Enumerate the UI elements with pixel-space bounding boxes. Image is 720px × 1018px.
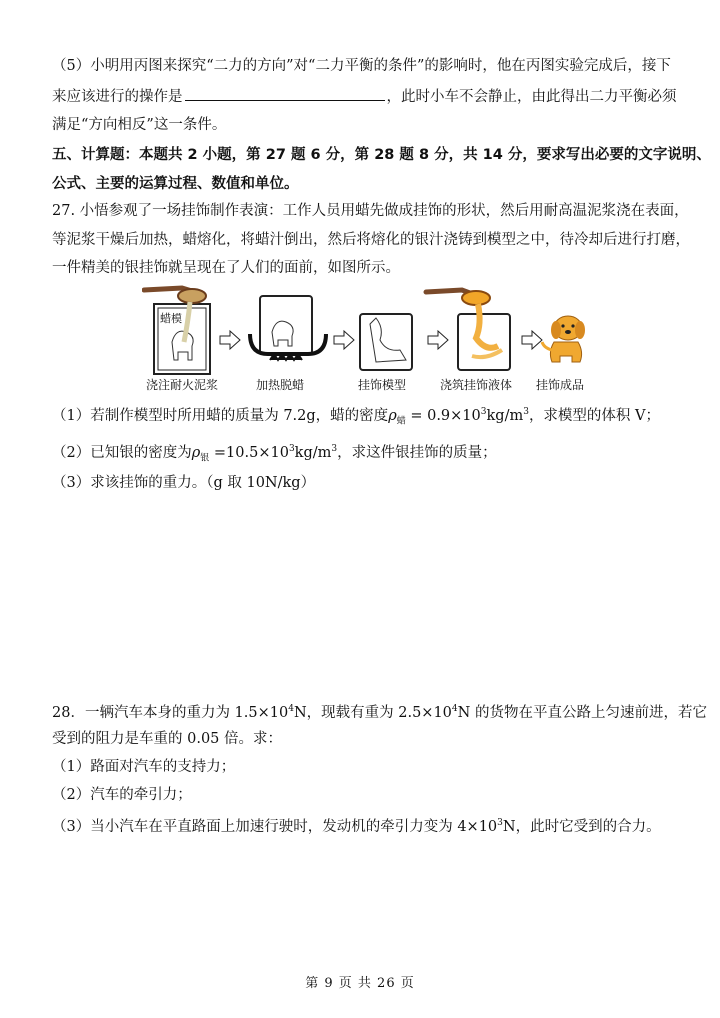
rho-symbol: ρ	[388, 407, 397, 424]
casting-process-figure	[142, 284, 598, 392]
q28-line1	[52, 699, 707, 723]
q27-sub1-unit: kg/m	[486, 407, 524, 424]
q27-sub2-exp: 3	[288, 444, 295, 454]
q28-line2: 受到的阻力是车重的 0.05 倍。求：	[52, 731, 283, 747]
q27-sub1	[52, 402, 676, 432]
q27-sub2-value: =10.5×10	[209, 444, 289, 461]
q27-line3: 一件精美的银挂饰就呈现在了人们的面前，如图所示。	[52, 260, 400, 276]
q27-sub2-unit: kg/m	[294, 444, 332, 461]
rho-subscript: 银	[200, 453, 210, 464]
step5-finished-dog	[542, 316, 585, 362]
q27-sub2-unit-exp: 3	[331, 444, 338, 454]
step4-pouring	[426, 290, 510, 370]
section-heading-line1: 五、计算题：本题共 2 小题，第 27 题 6 分，第 28 题 8 分，共 14 分，要求写出必要的文字说明、	[52, 147, 711, 163]
rho-subscript: 蜡	[396, 416, 406, 427]
q27-sub2	[52, 439, 676, 469]
caption-step4: 浇筑挂饰液体	[440, 378, 513, 392]
q27-line1: 27. 小悟参观了一场挂饰制作表演：工作人员用蜡先做成挂饰的形状，然后用耐高温泥浆浇在表面，	[52, 203, 689, 219]
q27-sub1-exp: 3	[480, 407, 487, 417]
q5-line2	[52, 86, 676, 107]
q5-line1: （5）小明用丙图来探究“二力的方向”对“二力平衡的条件”的影响时，他在丙图实验完成后，接下	[52, 58, 671, 74]
rho-symbol: ρ	[191, 444, 201, 461]
q28-line1-text-c: N 的货物在平直公路上匀速前进，若它	[457, 704, 707, 721]
q28-sub3-text-b: N，此时它受到的合力。	[502, 818, 661, 835]
q27-line2: 等泥浆干燥后加热，蜡熔化，将蜡汁倒出，然后将熔化的银汁浇铸到模型之中，待冷却后进行打磨，	[52, 232, 690, 248]
step3-mold	[360, 314, 412, 370]
q28-sub3-text-a: （3）当小汽车在平直路面上加速行驶时，发动机的牵引力变为 4×10	[52, 818, 498, 835]
page-footer: 第 9 页 共 26 页	[305, 976, 415, 991]
q28-sub2: （2）汽车的牵引力；	[52, 787, 192, 803]
q28-line1-text-a: 28．一辆汽车本身的重力为 1.5×10	[52, 704, 289, 721]
caption-step5: 挂饰成品	[536, 378, 585, 392]
q27-sub1-tail: ，求模型的体积 V；	[528, 407, 661, 424]
caption-step2: 加热脱蜡	[256, 378, 305, 392]
q27-sub2-tail: ，求这件银挂饰的质量；	[337, 444, 497, 461]
q28-sub1: （1）路面对汽车的支持力；	[52, 759, 236, 775]
caption-step1: 浇注耐火泥浆	[146, 378, 219, 392]
q27-sub3: （3）求该挂饰的重力。（g 取 10N/kg）	[52, 475, 316, 491]
step1-frame	[144, 288, 210, 374]
section-heading-line2: 公式、主要的运算过程、数值和单位。	[52, 176, 299, 192]
q5-line2-text-a: 来应该进行的操作是	[52, 89, 183, 105]
wax-model-label: 蜡模	[160, 312, 182, 325]
process-diagram	[142, 284, 598, 376]
q28-exp2: 4	[451, 704, 458, 714]
caption-step3: 挂饰模型	[358, 378, 407, 392]
q28-line1-text-b: N，现载有重为 2.5×10	[293, 704, 452, 721]
step2-heating	[250, 296, 326, 360]
q27-sub2-text: （2）已知银的密度为	[52, 444, 192, 461]
q28-sub3	[52, 813, 676, 837]
q5-line3: 满足“方向相反”这一条件。	[52, 117, 227, 133]
q5-line2-text-b: ，此时小车不会静止，由此得出二力平衡必须	[386, 89, 677, 105]
q28-sub3-exp: 3	[497, 818, 503, 828]
q27-sub1-unit-exp: 3	[523, 407, 529, 417]
q27-sub1-value: = 0.9×10	[405, 407, 481, 424]
q27-sub1-text: （1）若制作模型时所用蜡的质量为 7.2g，蜡的密度	[52, 407, 389, 424]
q28-exp1: 4	[288, 704, 294, 714]
answer-blank	[185, 86, 385, 101]
